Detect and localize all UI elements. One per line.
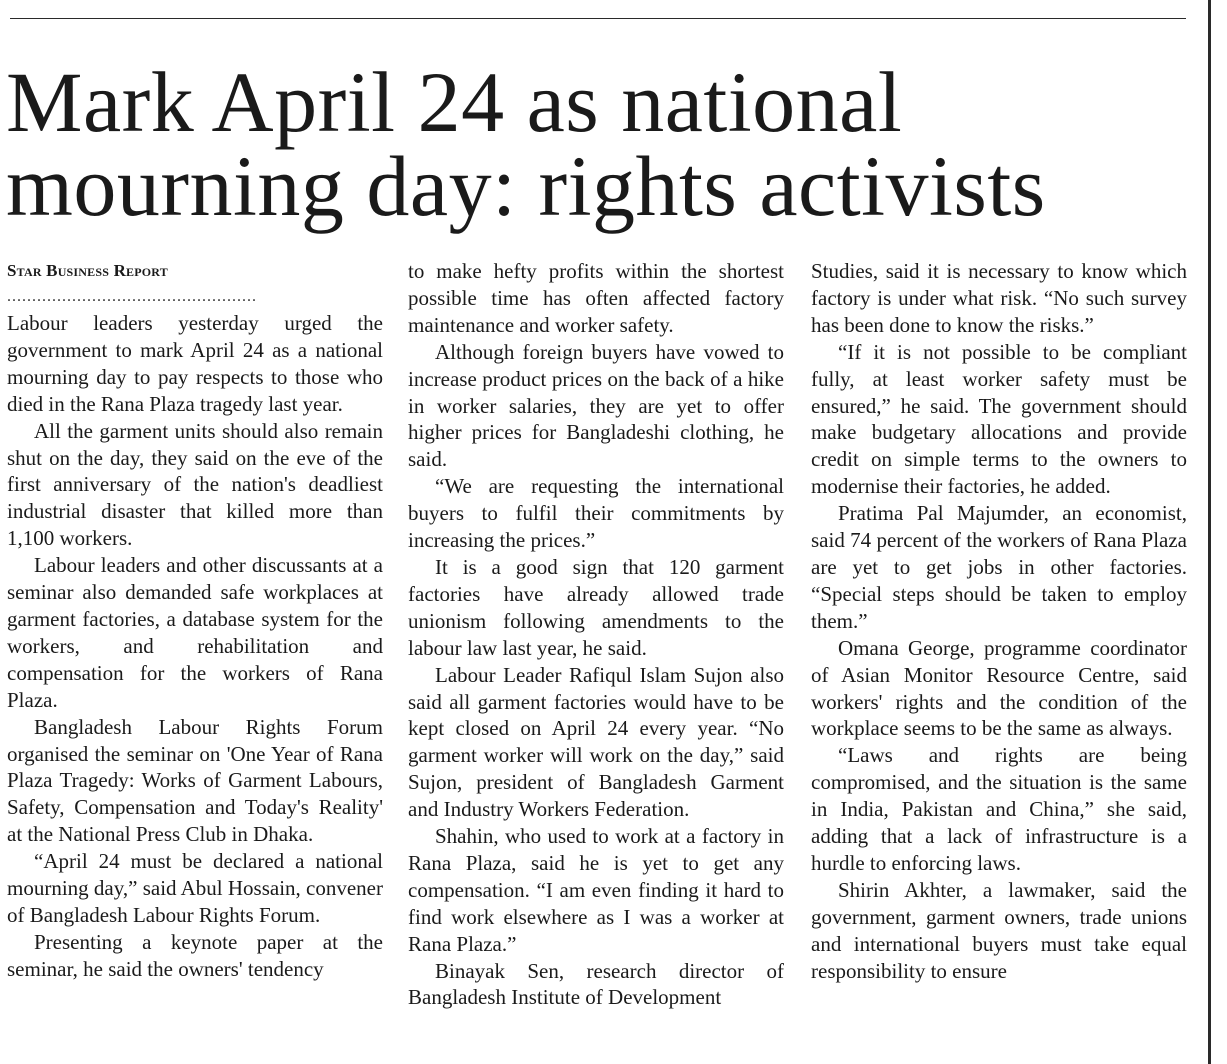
page-edge-border	[1208, 0, 1211, 1064]
article-column-1	[7, 258, 383, 1064]
paragraph: Pratima Pal Majumder, an economist, said 74 percent of the workers of Rana Plaza are yet to get jobs in other factories. “Special steps should be taken to employ them.”	[811, 501, 1187, 633]
paragraph: Labour Leader Rafiqul Islam Sujon also said all garment factories would have to be kept closed on April 24 every year. “No garment worker will work on the day,” said Sujon, president of Bangladesh Garment and Industry Workers Federation.	[408, 662, 784, 822]
paragraph: Omana George, programme coordinator of Asian Monitor Resource Centre, said workers' rights and the condition of the workplace seems to be the same as always.	[811, 635, 1187, 741]
paragraph: “We are requesting the international buyers to fulfil their commitments by increasing the prices.”	[408, 474, 784, 553]
byline-separator: ..................................................	[7, 288, 257, 305]
paragraph: Studies, said it is necessary to know which factory is under what risk. “No such survey has been done to know the risks.”	[811, 259, 1187, 337]
paragraph: Binayak Sen, research director of Bangladesh Institute of Development	[408, 958, 784, 1010]
article-column-2	[408, 258, 784, 1064]
paragraph: Shirin Akhter, a lawmaker, said the government, garment owners, trade unions and international buyers must take equal responsibility to ensure	[811, 877, 1187, 983]
paragraph: Shahin, who used to work at a factory in Rana Plaza, said he is yet to get any compensation. “I am even finding it hard to find work elsewhere as I was a worker at Rana Plaza.”	[408, 824, 784, 956]
paragraph: Bangladesh Labour Rights Forum organised the seminar on 'One Year of Rana Plaza Tragedy: Works of Garment Labours, Safety, Compensation and Today's Reality' at the National Press Club in Dhaka.	[7, 714, 383, 847]
byline: Star Business Report	[7, 261, 168, 280]
paragraph: “If it is not possible to be compliant fully, at least worker safety must be ensured,” he said. The government should make budgetary allocations and provide credit on simple terms to the owners to modernise their factories, he added.	[811, 339, 1187, 499]
paragraph: Labour leaders yesterday urged the government to mark April 24 as a national mourning day to pay respects to those who died in the Rana Plaza tragedy last year.	[7, 311, 383, 416]
paragraph: Labour leaders and other discussants at a seminar also demanded safe workplaces at garment factories, a database system for the workers, and rehabilitation and compensation for the workers of Rana Plaza.	[7, 553, 383, 712]
paragraph: “Laws and rights are being compromised, and the situation is the same in India, Pakistan and China,” she said, adding that a lack of infrastructure is a hurdle to enforcing laws.	[811, 743, 1187, 875]
paragraph: All the garment units should also remain shut on the day, they said on the eve of the first anniversary of the nation's deadliest industrial disaster that killed more than 1,100 workers.	[7, 418, 383, 551]
paragraph: Although foreign buyers have vowed to increase product prices on the back of a hike in worker salaries, they are yet to offer higher prices for Bangladeshi clothing, he said.	[408, 339, 784, 472]
article-headline: Mark April 24 as national mourning day: rights activists	[6, 54, 1046, 234]
paragraph: “April 24 must be declared a national mourning day,” said Abul Hossain, convener of Bangladesh Labour Rights Forum.	[7, 849, 383, 927]
paragraph: to make hefty profits within the shortest possible time has often affected factory maintenance and worker safety.	[408, 259, 784, 337]
paragraph: Presenting a keynote paper at the seminar, he said the owners' tendency	[7, 929, 383, 981]
article-column-3	[811, 258, 1187, 1064]
paragraph: It is a good sign that 120 garment factories have already allowed trade unionism following amendments to the labour law last year, he said.	[408, 554, 784, 660]
top-rule	[10, 18, 1186, 19]
